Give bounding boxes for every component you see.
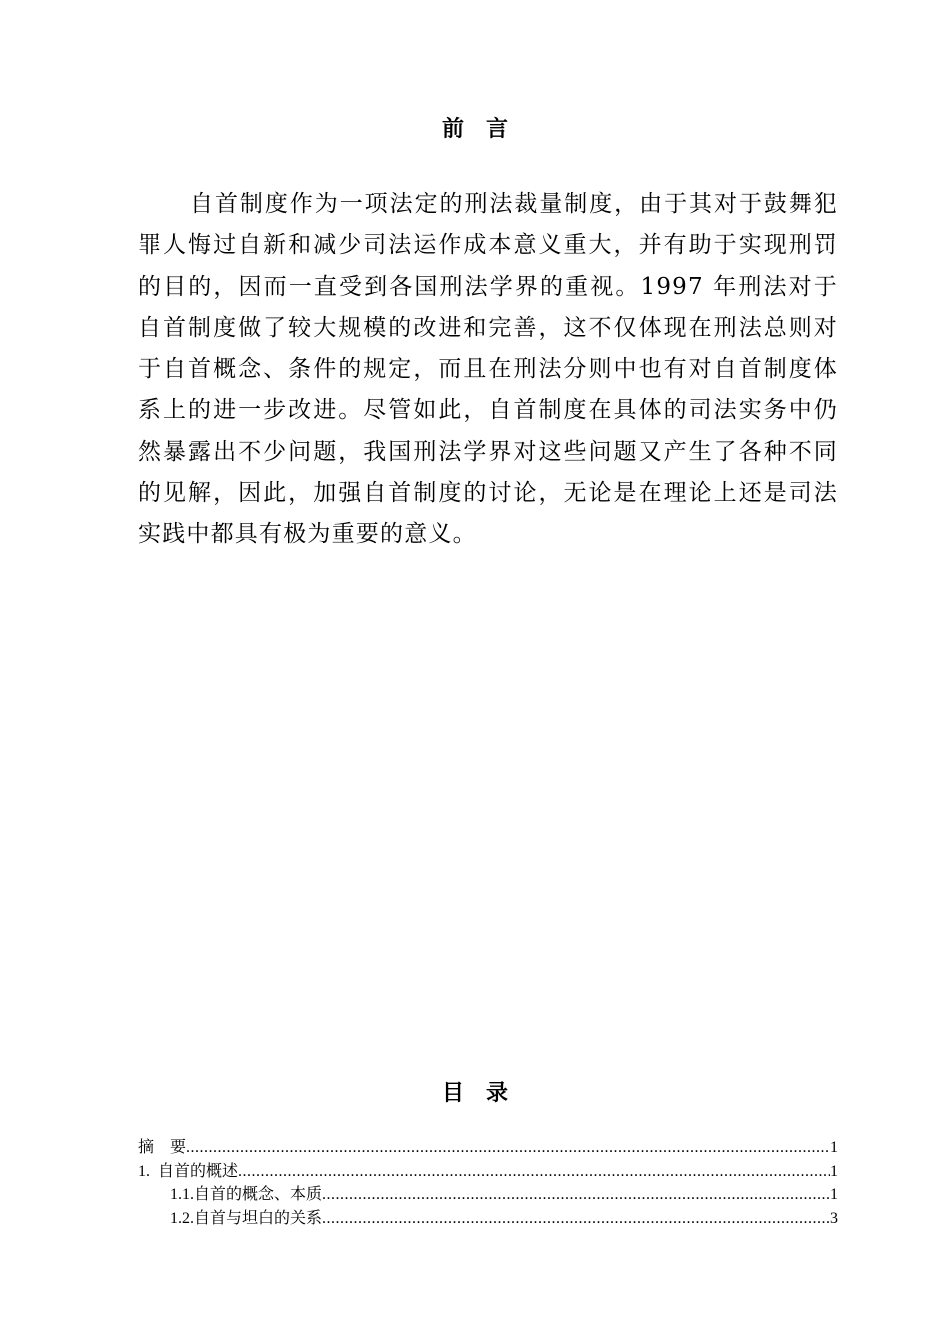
toc-dot-leader [238, 1160, 830, 1184]
preface-paragraph: 自首制度作为一项法定的刑法裁量制度，由于其对于鼓舞犯罪人悔过自新和减少司法运作成本意义重大，并有助于实现刑罚的目的，因而一直受到各国刑法学界的重视。1997 年刑法对于自首制度做了较大规模的改进和完善，这不仅体现在刑法总则对于自首概念、条件的规定，而且在刑法分则中也有对自首制度体系上的进一步改进。尽管如此，自首制度在具体的司法实务中仍然暴露出不少问题，我国刑法学界对这些问题又产生了各种不同的见解，因此，加强自首制度的讨论，无论是在理论上还是司法实践中都具有极为重要的意义。 [138, 191, 838, 548]
toc-page-number: 1 [830, 1162, 838, 1180]
toc-page-number: 1 [830, 1139, 838, 1156]
toc-entry-overview[interactable] [138, 1160, 838, 1184]
toc-dot-leader [322, 1183, 830, 1207]
toc-entry-confession-relation[interactable] [138, 1207, 838, 1231]
toc-entry-abstract[interactable] [138, 1136, 838, 1160]
preface-title: 前 言 [441, 117, 508, 142]
toc-entry-label: 1.2.自首与坦白的关系 [170, 1209, 323, 1227]
toc-entry-concept[interactable] [138, 1183, 838, 1207]
toc-dot-leader [186, 1136, 830, 1160]
toc-title: 目 录 [441, 1081, 508, 1106]
table-of-contents [138, 1136, 838, 1230]
toc-page-number: 1 [830, 1186, 838, 1203]
toc-entry-label: 摘 要 [138, 1139, 187, 1156]
toc-entry-label: 1.1.自首的概念、本质 [170, 1186, 323, 1203]
toc-page-number: 3 [830, 1209, 838, 1227]
toc-dot-leader [322, 1207, 830, 1231]
toc-entry-label: 1. 自首的概述 [138, 1162, 239, 1180]
